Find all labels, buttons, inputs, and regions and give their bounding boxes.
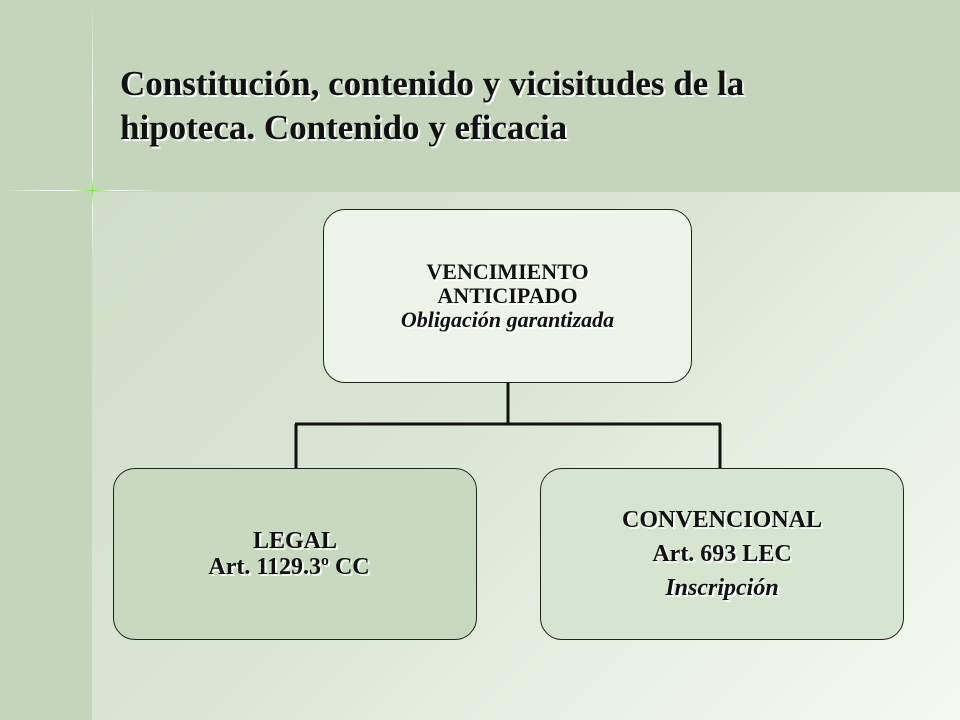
node-convencional-line-3: Inscripción [665, 575, 779, 601]
node-legal-line-1: LEGAL [252, 528, 338, 554]
node-root-line-3: Obligación garantizada [400, 307, 615, 332]
node-root-line-2: ANTICIPADO [437, 283, 578, 308]
node-convencional [540, 468, 904, 640]
node-root-line-1: VENCIMIENTO [426, 259, 589, 284]
title-line-1: Constitución, contenido y vicisitudes de la [120, 64, 745, 103]
node-convencional-line-2: Art. 693 LEC [652, 541, 792, 567]
node-legal [113, 468, 477, 640]
node-legal-line-2: Art. 1129.3º CC [208, 554, 370, 580]
title-line-2: hipoteca. Contenido y eficacia [120, 108, 568, 147]
node-convencional-line-1: CONVENCIONAL [621, 507, 822, 533]
node-vencimiento-anticipado [323, 209, 692, 383]
